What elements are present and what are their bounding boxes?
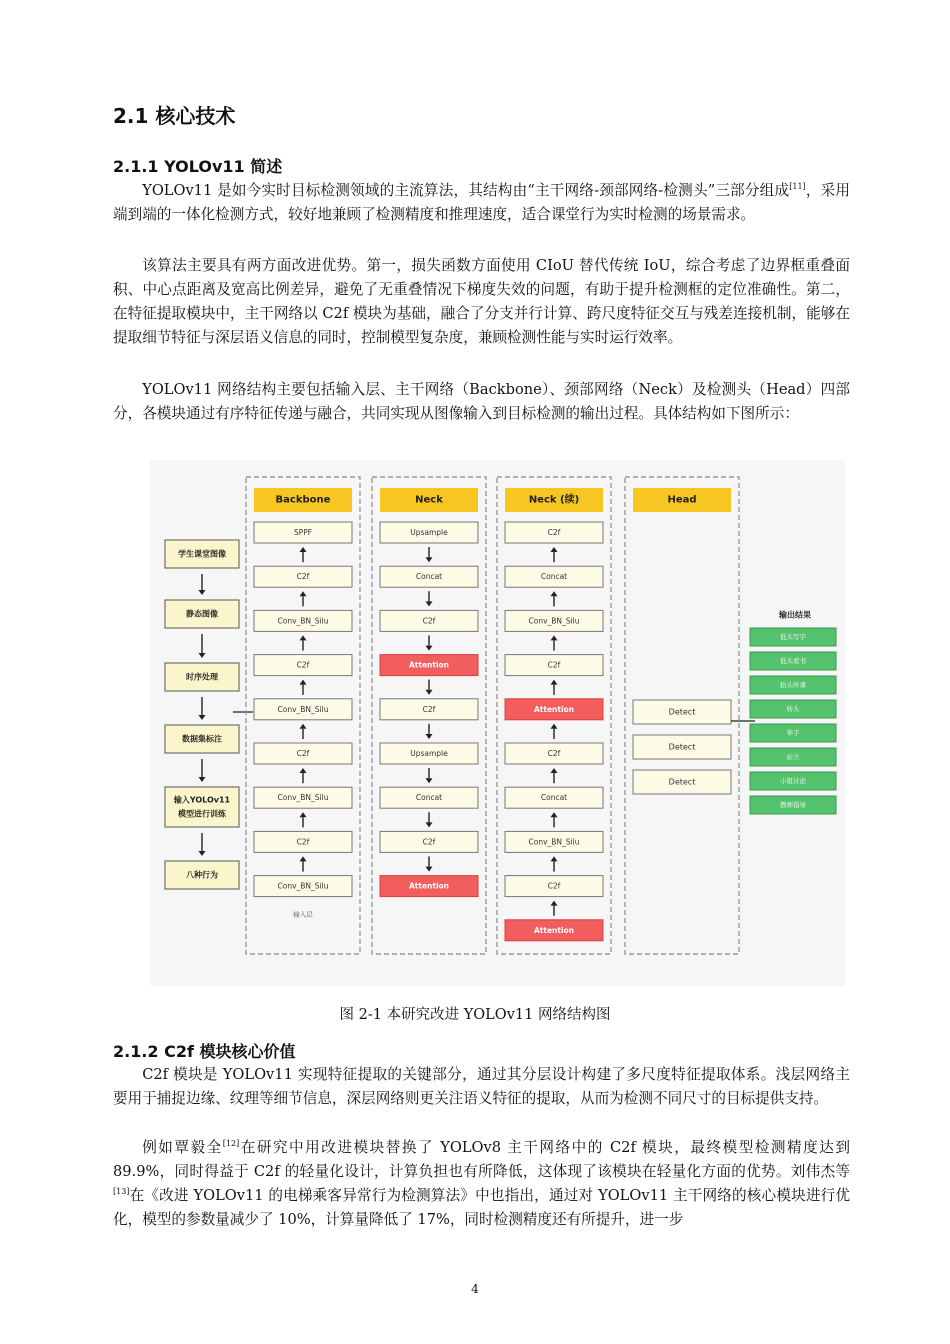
column-header-label: Neck (续) [528,494,580,506]
input-flow-label: 静态图像 [186,609,218,619]
paragraph-text: 例如覃毅全 [142,1139,223,1156]
network-structure-figure [150,460,845,986]
citation-ref[interactable]: [11] [789,182,806,192]
input-flow-arrow-head [199,590,206,595]
detect-label: Detect [668,777,696,787]
input-flow-label: 输入YOLOv11 [173,795,231,805]
module-label: C2f [547,749,561,758]
module-label: C2f [422,837,436,847]
module-label: C2f [422,704,436,714]
module-label: Concat [540,572,568,582]
flow-arrow-head [551,856,558,861]
module-label: Attention [533,704,575,714]
flow-arrow-head [300,724,307,729]
output-label: 举手 [786,729,800,737]
flow-arrow-head [426,601,433,606]
module-label: Attention [408,660,450,670]
column-header-label: Neck [415,494,443,506]
output-label: 低头看书 [780,657,806,665]
output-label: 低头写字 [780,633,806,641]
flow-arrow-head [551,901,558,906]
flow-arrow-head [300,635,307,640]
output-label: 站立 [786,753,800,761]
input-flow-label: 时序处理 [186,672,218,682]
paragraph-text: ，采用端到端的一体化检测方式，较好地兼顾了检测精度和推理速度，适合课堂行为实时检测的场景需求。 [113,182,850,223]
flow-arrow-head [551,724,558,729]
module-label: Conv_BN_Silu [528,837,580,847]
output-label: 抬头听课 [780,681,806,689]
figure-caption: 图 2-1 本研究改进 YOLOv11 网络结构图 [339,1007,611,1023]
flow-arrow-head [300,591,307,596]
flow-arrow-head [300,812,307,817]
module-label: SPPF [293,528,313,537]
flow-arrow-head [426,646,433,651]
section-title: 2.1 核心技术 [113,104,236,128]
module-label: C2f [296,572,310,582]
flow-arrow-head [426,822,433,827]
citation-ref[interactable]: [13] [113,1187,130,1197]
flow-arrow-head [551,547,558,552]
module-label: C2f [547,881,561,891]
flow-arrow-head [426,690,433,695]
paragraph-text: 在《改进 YOLOv11 的电梯乘客异常行为检测算法》中也指出，通过对 YOLOv11 主干网络的核心模块进行优化，模型的参数量减少了 10%，计算量降低了 17%，同时检测精度还有所提升，进一步 [113,1187,850,1228]
subsection-title-yolov11: 2.1.1 YOLOv11 简述 [113,157,283,176]
module-label: Conv_BN_Silu [277,793,329,803]
flow-arrow-head [551,591,558,596]
module-label: C2f [547,528,561,537]
detect-label: Detect [668,742,696,752]
module-label: Conv_BN_Silu [277,881,329,891]
flow-arrow-head [551,768,558,773]
module-label: Concat [415,572,443,582]
input-layer-label: 输入层 [293,910,313,919]
flow-arrow-head [300,856,307,861]
input-flow-arrow-head [199,715,206,720]
module-label: Upsample [410,749,448,758]
input-flow-label: 数据集标注 [182,734,222,744]
subsection-title-c2f: 2.1.2 C2f 模块核心价值 [113,1042,296,1061]
column-header-label: Head [667,494,697,506]
input-flow-box [165,787,239,827]
flow-arrow-head [300,768,307,773]
citation-ref[interactable]: [12] [222,1139,240,1149]
flow-arrow-head [426,867,433,872]
paragraph-c2f-intro: C2f 模块是 YOLOv11 实现特征提取的关键部分，通过其分层设计构建了多尺度特征提取体系。浅层网络主要用于捕捉边缘、纹理等细节信息，深层网络则更关注语义特征的提取，从而为检测不同尺寸的目标提供支持。 [113,1066,850,1107]
flow-arrow-head [551,680,558,685]
input-flow-arrow-head [199,653,206,658]
input-flow-arrow-head [199,851,206,856]
flow-arrow-head [426,734,433,739]
module-label: Attention [408,881,450,891]
paragraph-text: 在研究中用改进模块替换了 YOLOv8 主干网络中的 C2f 模块，最终模型检测精度达到 89.9%，同时得益于 C2f 的轻量化设计，计算负担也有所降低，这体现了该模块在轻量化方面的优势。刘伟杰等 [113,1139,850,1180]
flow-arrow-head [426,557,433,562]
module-label: C2f [547,660,561,670]
module-label: C2f [422,616,436,626]
module-label: C2f [296,837,310,847]
module-label: Conv_BN_Silu [277,704,329,714]
network-diagram [150,460,845,986]
output-label: 转头 [786,705,800,713]
module-label: Conv_BN_Silu [528,616,580,626]
flow-arrow-head [300,680,307,685]
paragraph-text: YOLOv11 是如今实时目标检测领域的主流算法，其结构由“主干网络-颈部网络-检测头”三部分组成 [142,182,790,199]
module-label: C2f [296,660,310,670]
paragraph-c2f-examples [113,1136,850,1232]
flow-arrow-head [551,635,558,640]
input-flow-label: 八种行为 [186,870,218,880]
module-label: C2f [296,749,310,758]
input-flow-label: 学生课堂图像 [178,549,226,559]
flow-arrow-head [300,547,307,552]
module-label: Attention [533,925,575,935]
output-label: 小组讨论 [780,777,806,785]
module-label: Upsample [410,528,448,537]
paragraph-yolov11-structure: YOLOv11 网络结构主要包括输入层、主干网络（Backbone）、颈部网络（Neck）及检测头（Head）四部分，各模块通过有序特征传递与融合，共同实现从图像输入到目标检测的输出过程。具体结构如下图所示： [113,381,850,422]
paragraph-yolov11-advantages: 该算法主要具有两方面改进优势。第一，损失函数方面使用 CIoU 替代传统 IoU，综合考虑了边界框重叠面积、中心点距离及宽高比例差异，避免了无重叠情况下梯度失效的问题，有助于提升检测框的定位准确性。第二，在特征提取模块中，主干网络以 C2f 模块为基础，融合了分支并行计算、跨尺度特征交互与残差连接机制，能够在提取细节特征与深层语义信息的同时，控制模型复杂度，兼顾检测性能与实时运行效率。 [113,257,850,346]
detect-label: Detect [668,707,696,717]
paragraph-yolov11-intro [113,179,850,227]
input-flow-arrow-head [199,777,206,782]
input-flow-label: 模型进行训练 [178,809,226,819]
output-label: 教师指导 [780,801,806,809]
output-title: 输出结果 [779,610,811,620]
flow-arrow-head [426,778,433,783]
module-label: Conv_BN_Silu [277,616,329,626]
flow-arrow-head [551,812,558,817]
module-label: Concat [415,793,443,803]
column-header-label: Backbone [275,494,331,506]
page-number: 4 [471,1282,479,1296]
module-label: Concat [540,793,568,803]
